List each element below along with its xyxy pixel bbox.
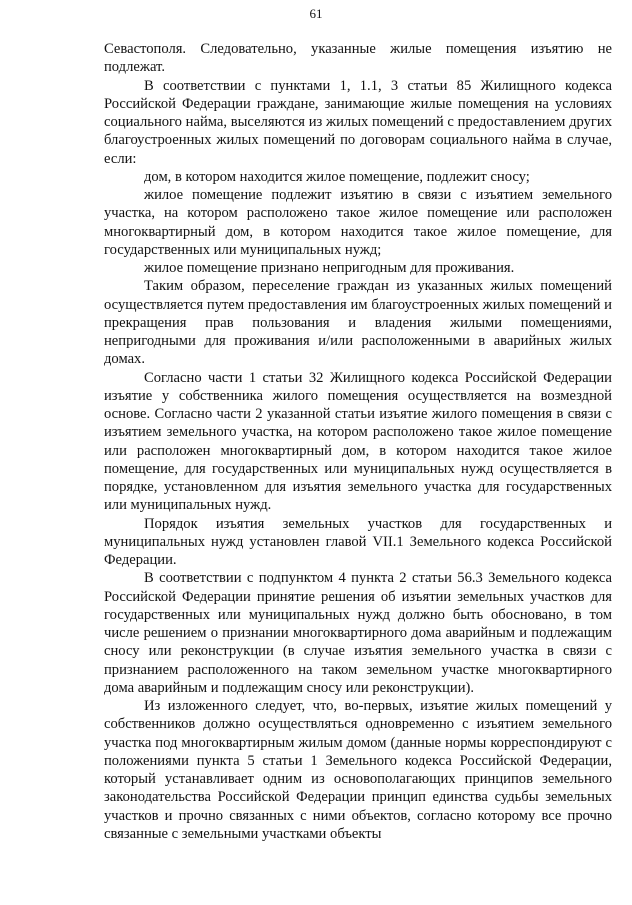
paragraph-2: В соответствии с пунктами 1, 1.1, 3 статьи 85 Жилищного кодекса Российской Федерации граждане, занимающие жилые помещения на условиях социального найма, выселяются из жилых помещений с предоставлением других благоустроенных жилых помещений по договорам социального найма в случае, если: [104, 77, 612, 167]
page-number: 61 [309, 6, 323, 21]
paragraph-10: Из изложенного следует, что, во-первых, изъятие жилых помещений у собственников должно осуществляться одновременно с изъятием земельного участка под многоквартирным жилым домом (данные нормы корреспондируют с положениями пункта 5 статьи 1 Земельного кодекса Российской Федерации, который устанавливает одним из основополагающих принципов земельного законодательства Российской Федерации принцип единства судьбы земельных участков и прочно связанных с ними объектов, согласно которому все прочно связанные с земельными участками объекты [104, 698, 612, 842]
document-body [104, 40, 612, 843]
paragraph-6: Таким образом, переселение граждан из указанных жилых помещений осуществляется путем предоставления им благоустроенных жилых помещений и прекращения прав пользования и владения жилыми помещениями, непригодными для проживания и/или расположенными в аварийных жилых домах. [104, 278, 612, 368]
paragraph-3: дом, в котором находится жилое помещение, подлежит сносу; [144, 168, 530, 185]
paragraph-4: жилое помещение подлежит изъятию в связи с изъятием земельного участка, на котором расположено такое жилое помещение или расположен многоквартирный дом, в котором находится такое жилое помещение, для государственных или муниципальных нужд; [104, 187, 612, 258]
paragraph-8: Порядок изъятия земельных участков для государственных и муниципальных нужд установлен главой VII.1 Земельного кодекса Российской Федерации. [104, 515, 612, 568]
paragraph-1: Севастополя. Следовательно, указанные жилые помещения изъятию не подлежат. [104, 41, 612, 76]
paragraph-9: В соответствии с подпунктом 4 пункта 2 статьи 56.3 Земельного кодекса Российской Федерации принятие решения об изъятии земельных участков для государственных или муниципальных нужд должно быть обосновано, в том числе решением о признании многоквартирного дома аварийным и подлежащим сносу или реконструкции (в случае изъятия земельного участка в связи с признанием расположенного на таком земельном участке многоквартирного дома аварийным и подлежащим сносу или реконструкции). [104, 570, 612, 696]
paragraph-7: Согласно части 1 статьи 32 Жилищного кодекса Российской Федерации изъятие у собственника жилого помещения осуществляется на возмездной основе. Согласно части 2 указанной статьи изъятие жилого помещения в связи с изъятием земельного участка, на котором расположено такое жилое помещение или расположен многоквартирный дом, в котором находится такое жилое помещение, для государственных или муниципальных нужд осуществляется в порядке, установленном для изъятия земельного участка для государственных или муниципальных нужд. [104, 369, 612, 514]
paragraph-5: жилое помещение признано непригодным для проживания. [144, 260, 515, 276]
